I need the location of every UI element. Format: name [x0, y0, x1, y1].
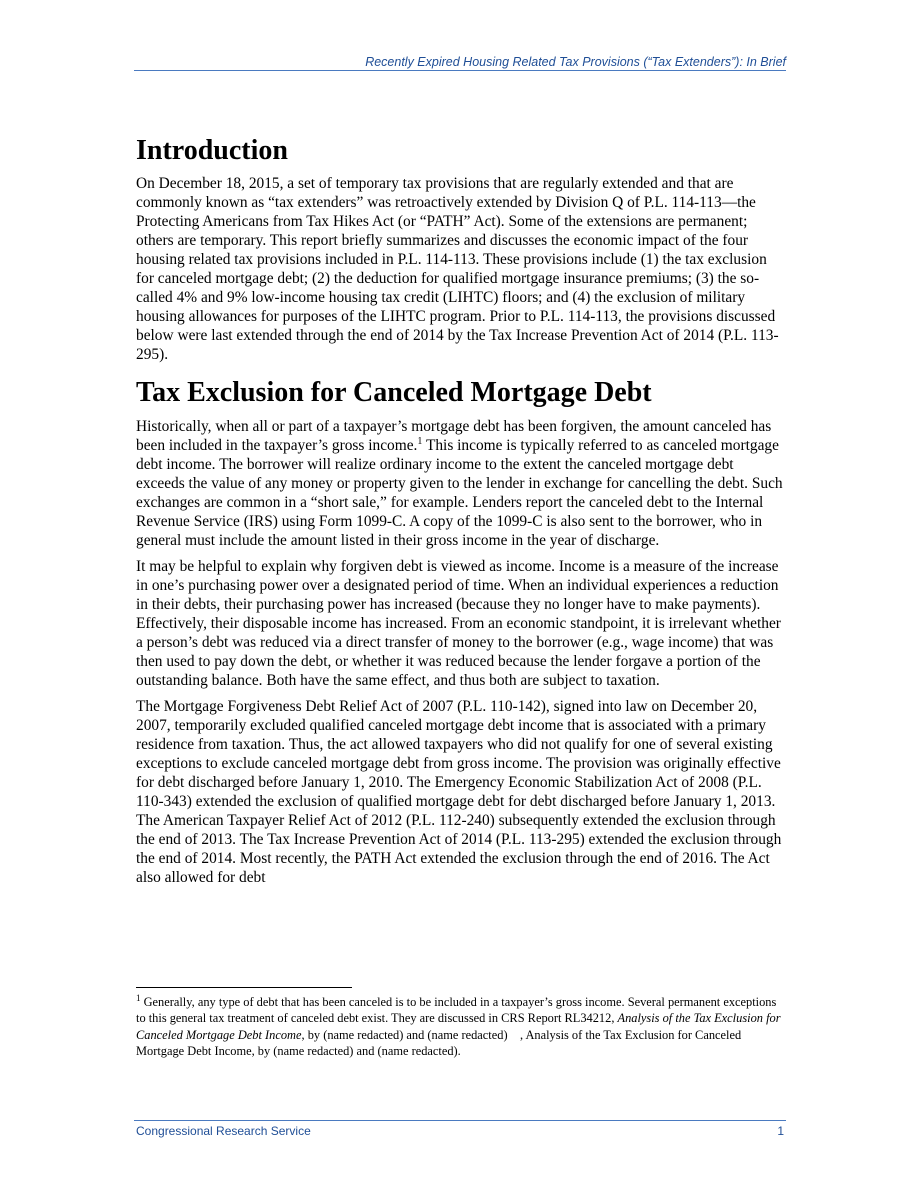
- canceled-debt-paragraph-3: The Mortgage Forgiveness Debt Relief Act of 2007 (P.L. 110-142), signed into law on December 20, 2007, temporarily excluded qualified canceled mortgage debt income that is associated with a primary residence from taxation. Thus, the act allowed taxpayers who did not qualify for one of several existing exceptions to exclude canceled mortgage debt from gross income. The provision was originally effective for debt discharged before January 1, 2010. The Emergency Economic Stabilization Act of 2008 (P.L. 110-343) extended the exclusion of qualified mortgage debt for debt discharged before January 1, 2013. The American Taxpayer Relief Act of 2012 (P.L. 112-240) subsequently extended the exclusion through the end of 2013. The Tax Increase Prevention Act of 2014 (P.L. 113-295) extended the exclusion through the end of 2014. Most recently, the PATH Act extended the exclusion through the end of 2016. The Act also allowed for debt: [136, 698, 782, 886]
- section-heading-canceled-debt: Tax Exclusion for Canceled Mortgage Debt: [136, 377, 652, 408]
- document-body: [136, 132, 786, 894]
- footnote-text: Generally, any type of debt that has been canceled is to be included in a taxpayer’s gross income. Several permanent exceptions to this general tax treatment of canceled debt exist. They are discussed in CRS Report RL34212,: [136, 995, 777, 1026]
- footnote-separator: [136, 987, 352, 988]
- footnote-reference[interactable]: 1: [417, 435, 423, 447]
- canceled-debt-paragraph-2: It may be helpful to explain why forgiven debt is viewed as income. Income is a measure of the increase in one’s purchasing power over a designated period of time. When an individual experiences a reduction in their debts, their purchasing power has increased (because they no longer have to make payments). Effectively, their disposable income has increased. From an economic standpoint, it is irrelevant whether a person’s debt was reduced via a direct transfer of money to the borrower (e.g., wage income) that was then used to pay down the debt, or whether it was reduced because the lender forgave a portion of the outstanding balance. Both have the same effect, and thus both are subject to taxation.: [136, 558, 781, 689]
- footnote-number: 1: [136, 992, 141, 1003]
- section-heading-introduction: Introduction: [136, 135, 288, 166]
- footer-rule: [134, 1120, 786, 1121]
- paragraph-text: This income is typically referred to as canceled mortgage debt income. The borrower will realize ordinary income to the extent the canceled mortgage debt exceeds the value of any money or property given to the lender in exchange for cancelling the debt. Such exchanges are common in a “short sale,” for example. Lenders report the canceled debt to the Internal Revenue Service (IRS) using Form 1099-C. A copy of the 1099-C is also sent to the borrower, who in general must include the amount listed in their gross income in the year of discharge.: [136, 437, 783, 549]
- canceled-debt-paragraph-1: [136, 417, 786, 550]
- footer-organization: Congressional Research Service: [136, 1124, 311, 1138]
- footnote-report-title: Analysis of the Tax Exclusion for Canceled Mortgage Debt Income: [136, 1011, 781, 1042]
- paragraph-text: Historically, when all or part of a taxpayer’s mortgage debt has been forgiven, the amount canceled has been included in the taxpayer’s gross income.: [136, 418, 772, 454]
- footnote-text: , by (name redacted) and (name redacted) , Analysis of the Tax Exclusion for Canceled Mortgage Debt Income, by (name redacted) and (name redacted).: [136, 1027, 742, 1058]
- running-header: Recently Expired Housing Related Tax Provisions (“Tax Extenders”): In Brief: [365, 55, 786, 69]
- introduction-paragraph: On December 18, 2015, a set of temporary tax provisions that are regularly extended and that are commonly known as “tax extenders” was retroactively extended by Division Q of P.L. 114-113—the Protecting Americans from Tax Hikes Act (or “PATH” Act). Some of the extensions are permanent; others are temporary. This report briefly summarizes and discusses the economic impact of the four housing related tax provisions included in P.L. 114-113. These provisions include (1) the tax exclusion for canceled mortgage debt; (2) the deduction for qualified mortgage insurance premiums; (3) the so-called 4% and 9% low-income housing tax credit (LIHTC) floors; and (4) the exclusion of military housing allowances for purposes of the LIHTC program. Prior to P.L. 114-113, the provisions discussed below were last extended through the end of 2014 by the Tax Increase Prevention Act of 2014 (P.L. 113-295).: [136, 175, 779, 363]
- page-number: 1: [777, 1124, 784, 1138]
- header-rule: [134, 70, 786, 71]
- footnote: [136, 994, 786, 1059]
